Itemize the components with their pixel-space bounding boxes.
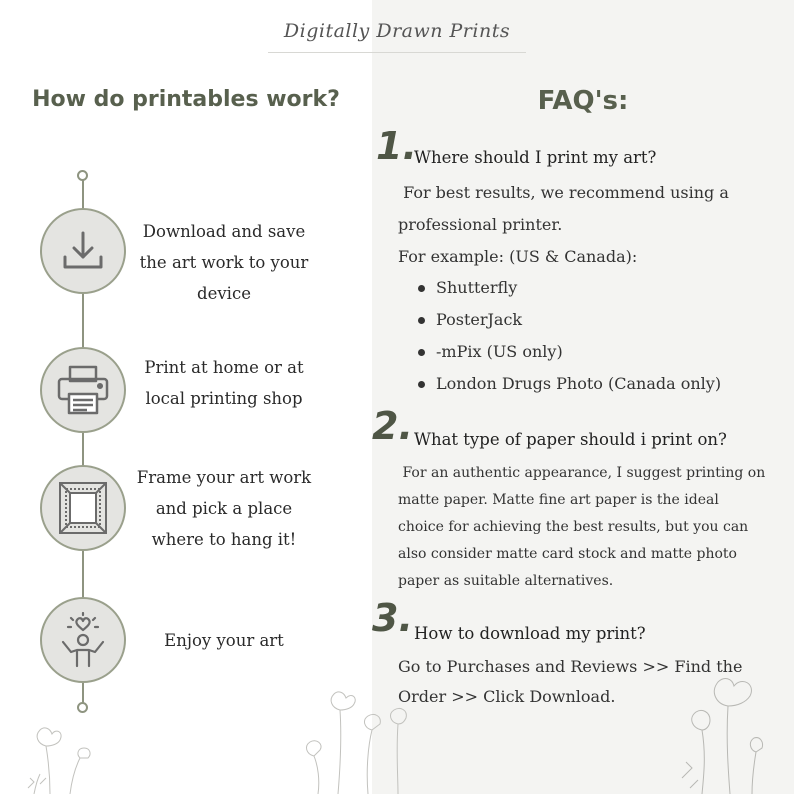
faq-1-number: 1. [376,124,417,168]
faq-heading: FAQ's: [537,86,629,116]
right-flower-illustration [672,668,768,794]
printer-list [418,272,721,400]
center-flower-illustration [298,690,424,794]
printer-list-item: London Drugs Photo (Canada only) [418,368,721,400]
faq-2-answer: For an authentic appearance, I suggest printing on matte paper. Matte fine art paper is the ideal choice for achieving the best results, but you can also consider matte card stock and matte photo paper as suitable alternatives. [398,465,770,589]
faq-3-number: 3. [372,596,413,640]
step-1-text: Download and save the art work to your device [139,222,309,303]
brand-title: Digitally Drawn Prints [283,20,511,42]
step-3-text: Frame your art work and pick a place where to hang it! [136,468,312,549]
timeline-start-dot [77,170,88,181]
printer-list-item: -mPix (US only) [418,336,721,368]
step-4-text: Enjoy your art [164,631,284,650]
faq-1-question: Where should I print my art? [414,148,657,167]
download-icon [59,227,107,275]
faq-2-question: What type of paper should i print on? [414,430,727,449]
timeline-end-dot [77,702,88,713]
faq-2-number: 2. [372,404,413,448]
step-3-circle [40,465,126,551]
brand-divider [268,52,526,53]
faq-1-answer-line-2: professional printer. [398,215,563,234]
printer-list-item: PosterJack [418,304,721,336]
step-2-circle [40,347,126,433]
step-1-circle [40,208,126,294]
faq-3-question: How to download my print? [414,624,646,643]
left-flower-illustration [20,718,100,794]
step-4-circle [40,597,126,683]
faq-3-answer: Go to Purchases and Reviews >> Find the Order >> Click Download. [398,657,743,706]
faq-1-answer-line-1: For best results, we recommend using a [398,183,729,202]
step-2-text: Print at home or at local printing shop [144,358,304,408]
printer-icon [55,364,111,416]
printer-list-item: Shutterfly [418,272,721,304]
how-it-works-heading: How do printables work? [32,87,340,112]
faq-1-answer-line-3: For example: (US & Canada): [398,247,638,266]
frame-icon [57,480,109,536]
enjoy-heart-person-icon [57,612,109,668]
